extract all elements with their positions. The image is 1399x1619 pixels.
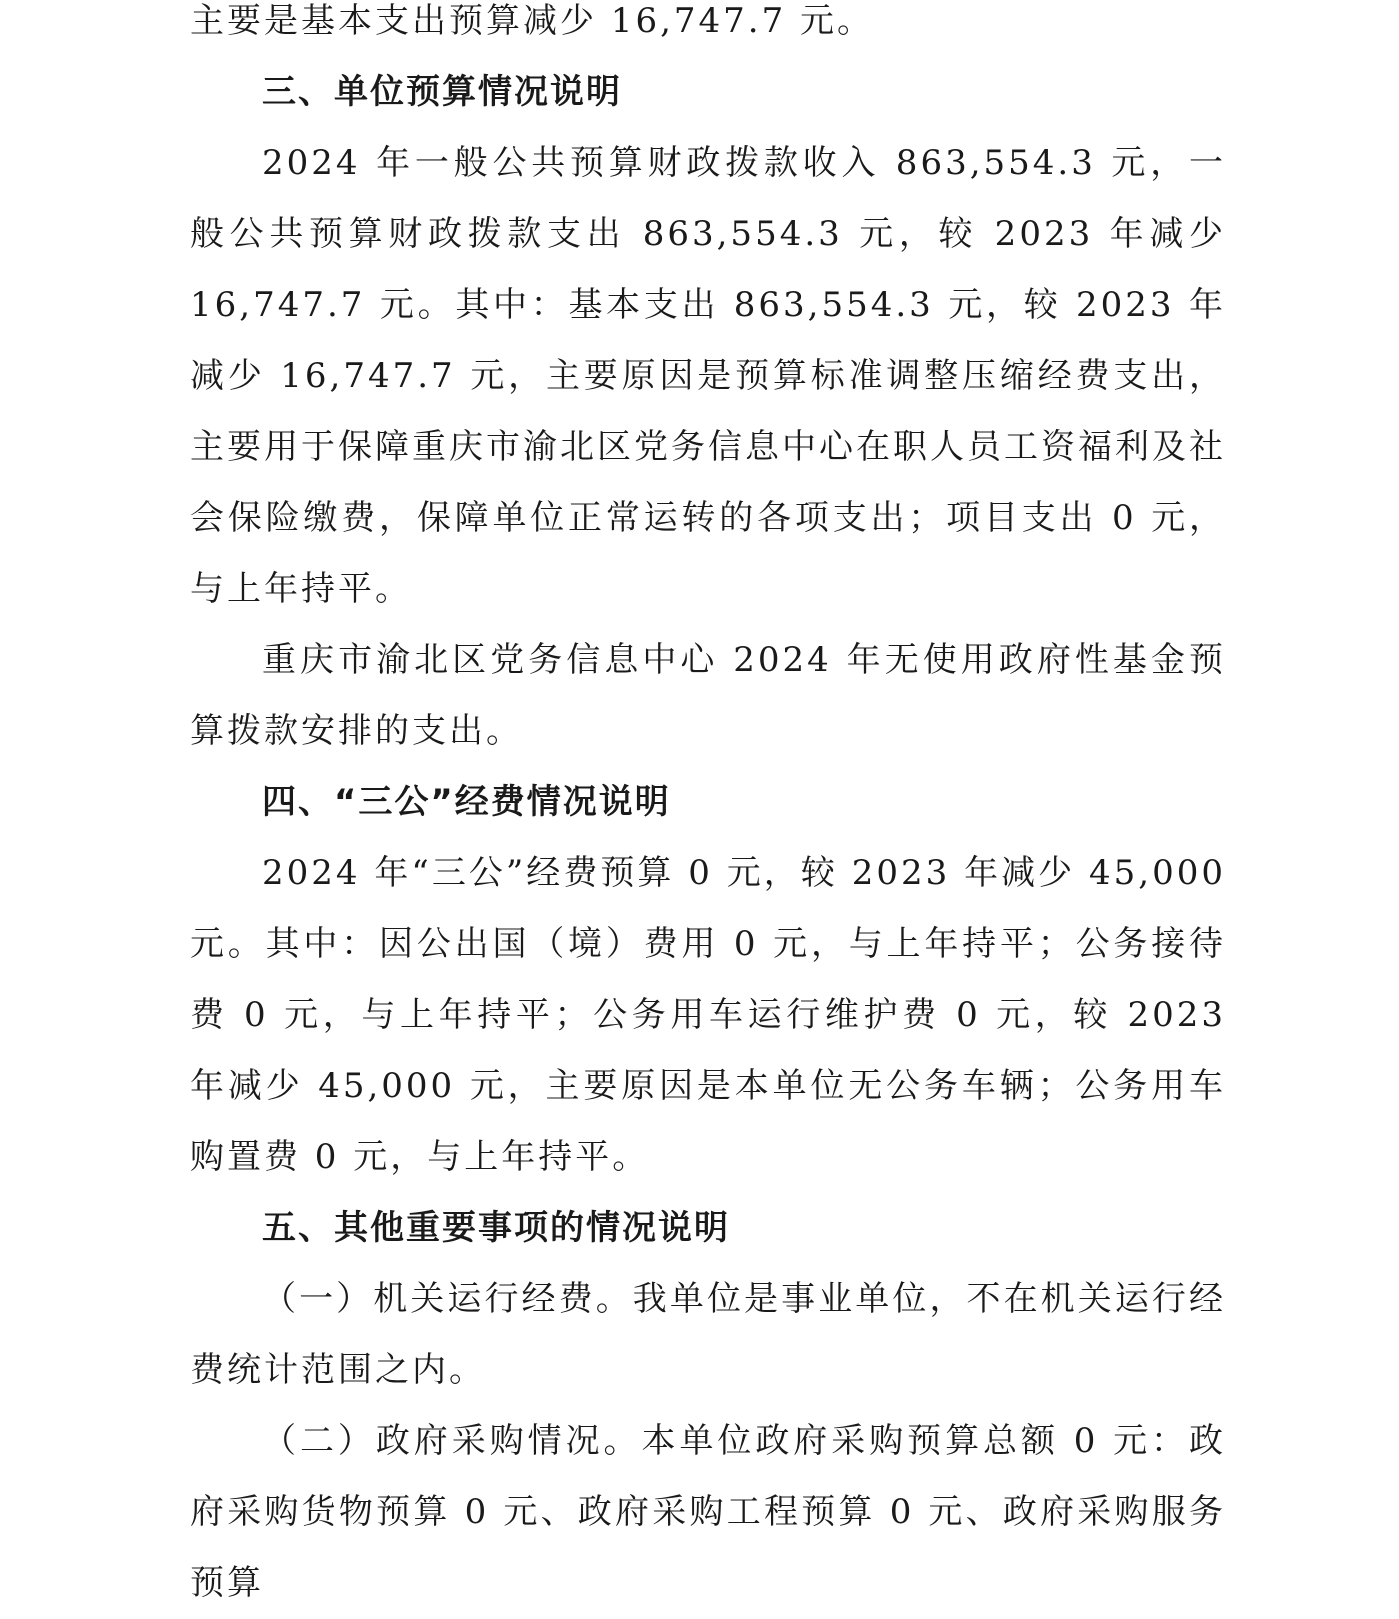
paragraph-government-fund: 重庆市渝北区党务信息中心 2024 年无使用政府性基金预算拨款安排的支出。	[190, 640, 1226, 751]
paragraph-procurement: （二）政府采购情况。本单位政府采购预算总额 0 元：政府采购货物预算 0 元、政府采购工程预算 0 元、政府采购服务预算	[190, 1421, 1226, 1603]
paragraph-continuation: 主要是基本支出预算减少 16,747.7 元。	[190, 1, 875, 41]
document-page	[190, 0, 1226, 1619]
paragraph-three-public-expenses: 2024 年“三公”经费预算 0 元，较 2023 年减少 45,000 元。其中：因公出国（境）费用 0 元，与上年持平；公务接待费 0 元，与上年持平；公务用车运行维护费 0 元，较 2023 年减少 45,000 元，主要原因是本单位无公务车辆；公务用车购置费 0 元，与上年持平。	[190, 853, 1226, 1177]
section-heading-unit-budget: 三、单位预算情况说明	[262, 72, 622, 112]
section-heading-three-public: 四、“三公”经费情况说明	[262, 782, 671, 822]
paragraph-general-budget: 2024 年一般公共预算财政拨款收入 863,554.3 元，一般公共预算财政拨款支出 863,554.3 元，较 2023 年减少 16,747.7 元。其中：基本支出 863,554.3 元，较 2023 年减少 16,747.7 元，主要原因是预算标准调整压缩经费支出，主要用于保障重庆市渝北区党务信息中心在职人员工资福利及社会保险缴费，保障单位正常运转的各项支出；项目支出 0 元，与上年持平。	[190, 143, 1226, 609]
paragraph-operating-expenses: （一）机关运行经费。我单位是事业单位，不在机关运行经费统计范围之内。	[190, 1279, 1226, 1390]
section-heading-other-matters: 五、其他重要事项的情况说明	[262, 1208, 730, 1248]
